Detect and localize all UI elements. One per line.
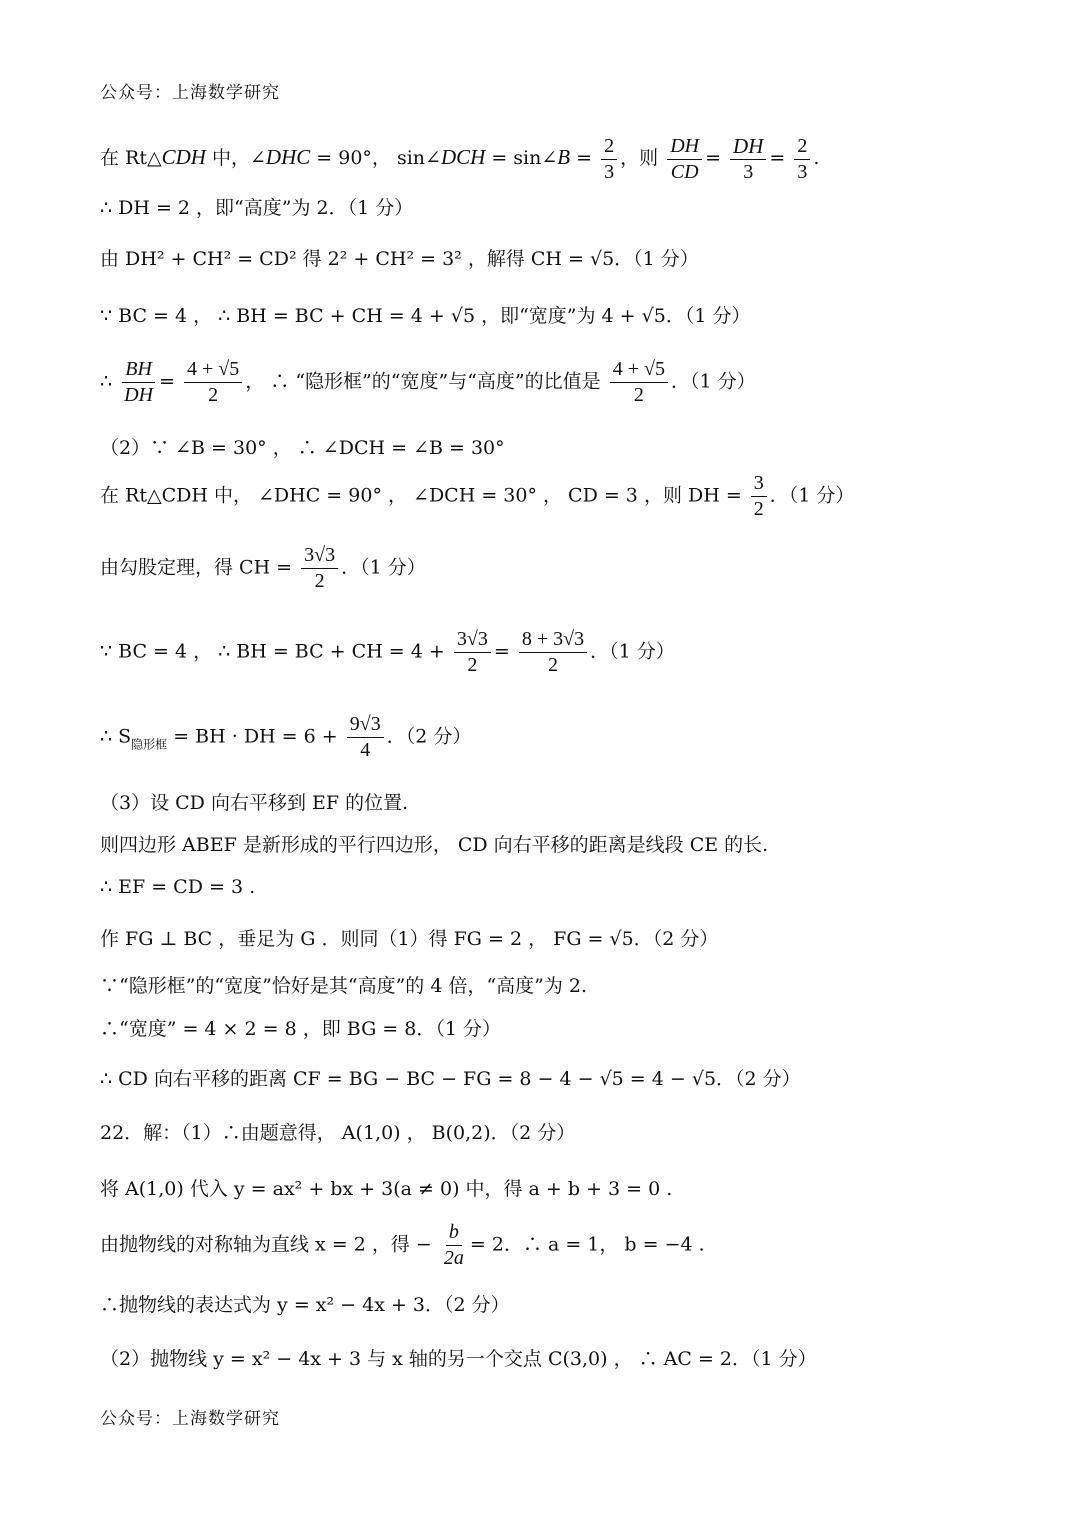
fraction: $\frac{2}{3}$ [601, 135, 617, 184]
line-15: ∴“宽度” = 4 × 2 = 8 ，即 BG = 8．（1 分） [100, 1018, 501, 1040]
line-7: 由勾股定理，得 CH = $\frac{3√3}{2}$ ．（1 分） [100, 544, 426, 592]
line-13: 作 FG ⊥ BC ，垂足为 G ．则同（1）得 FG = 2 ， FG = √5．（2 分） [100, 928, 719, 950]
fraction: $\frac{DH}{CD}$ [667, 135, 702, 184]
fraction: $\frac{4 + √5}{2}$ [610, 358, 668, 407]
fraction: $\frac{DH}{3}$ [730, 134, 766, 184]
line-1: ∴ DH = 2 ，即“高度”为 2．（1 分） [100, 197, 414, 219]
line-9: ∴ $S_{隐形框}$ = BH · DH = 6 + $\frac{9√3}{4}$ ．（2 分） [100, 713, 472, 761]
line-3: ∵ BC = 4 ， ∴ BH = BC + CH = 4 + √5 ，即“宽度”为 4 + √5．（1 分） [100, 305, 751, 327]
line-16: ∴ CD 向右平移的距离 CF = BG − BC − FG = 8 − 4 − √5 = 4 − √5．（2 分） [100, 1068, 801, 1090]
line-11: 则四边形 ABEF 是新形成的平行四边形， CD 向右平移的距离是线段 CE 的长. [100, 834, 769, 856]
line-17: 22．解：（1）∴由题意得， A(1,0) ， B(0,2)．（2 分） [100, 1122, 576, 1144]
fraction: $\frac{3√3}{2}$ [454, 628, 491, 677]
page-footer: 公众号：上海数学研究 [100, 1409, 280, 1429]
line-0: 在 Rt△CDH 中，∠DHC = 90°， sin∠DCH = sin∠B = $\frac{2}{3}$ ，则 $\frac{DH}{CD}$ = $\frac{DH}{3}$ = $\frac{2}{3}$ . [100, 134, 820, 184]
line-18: 将 A(1,0) 代入 y = ax² + bx + 3(a ≠ 0) 中，得 a + b + 3 = 0 . [100, 1178, 673, 1200]
fraction: $\frac{3}{2}$ [751, 472, 767, 521]
page-header: 公众号：上海数学研究 [100, 83, 280, 103]
fraction: $\frac{9√3}{4}$ [347, 713, 384, 762]
line-10: （3）设 CD 向右平移到 EF 的位置. [100, 792, 409, 814]
line-4: ∴ $\frac{BH}{DH}$ = $\frac{4 + √5}{2}$ ， ∴ “隐形框”的“宽度”与“高度”的比值是 $\frac{4 + √5}{2}$ ．（1 分） [100, 358, 756, 406]
fraction: $\frac{3√3}{2}$ [301, 544, 338, 593]
line-6: 在 Rt△CDH 中， ∠DHC = 90° ， ∠DCH = 30° ， CD = 3 ，则 DH = $\frac{3}{2}$ ．（1 分） [100, 472, 855, 520]
fraction: $\frac{8 + 3√3}{2}$ [519, 628, 587, 677]
line-19: 由抛物线的对称轴为直线 x = 2 ，得 − $\frac{b}{2a}$ = 2．∴ a = 1， b = −4 . [100, 1221, 705, 1269]
line-14: ∵“隐形框”的“宽度”恰好是其“高度”的 4 倍，“高度”为 2. [100, 975, 588, 997]
fraction: $\frac{BH}{DH}$ [124, 358, 154, 406]
fraction: $\frac{4 + √5}{2}$ [184, 358, 242, 407]
fraction: $\frac{2}{3}$ [794, 135, 810, 184]
fraction: $\frac{b}{2a}$ [443, 1221, 464, 1269]
line-21: （2）抛物线 y = x² − 4x + 3 与 x 轴的另一个交点 C(3,0) ， ∴ AC = 2．（1 分） [100, 1348, 817, 1370]
line-20: ∴抛物线的表达式为 y = x² − 4x + 3．（2 分） [100, 1294, 510, 1316]
line-12: ∴ EF = CD = 3 . [100, 876, 256, 898]
line-5: （2）∵ ∠B = 30° ， ∴ ∠DCH = ∠B = 30° [100, 437, 505, 459]
line-2: 由 DH² + CH² = CD² 得 2² + CH² = 3² ，解得 CH = √5．（1 分） [100, 248, 699, 270]
line-8: ∵ BC = 4 ， ∴ BH = BC + CH = 4 + $\frac{3√3}{2}$ = $\frac{8 + 3√3}{2}$ ．（1 分） [100, 628, 675, 676]
